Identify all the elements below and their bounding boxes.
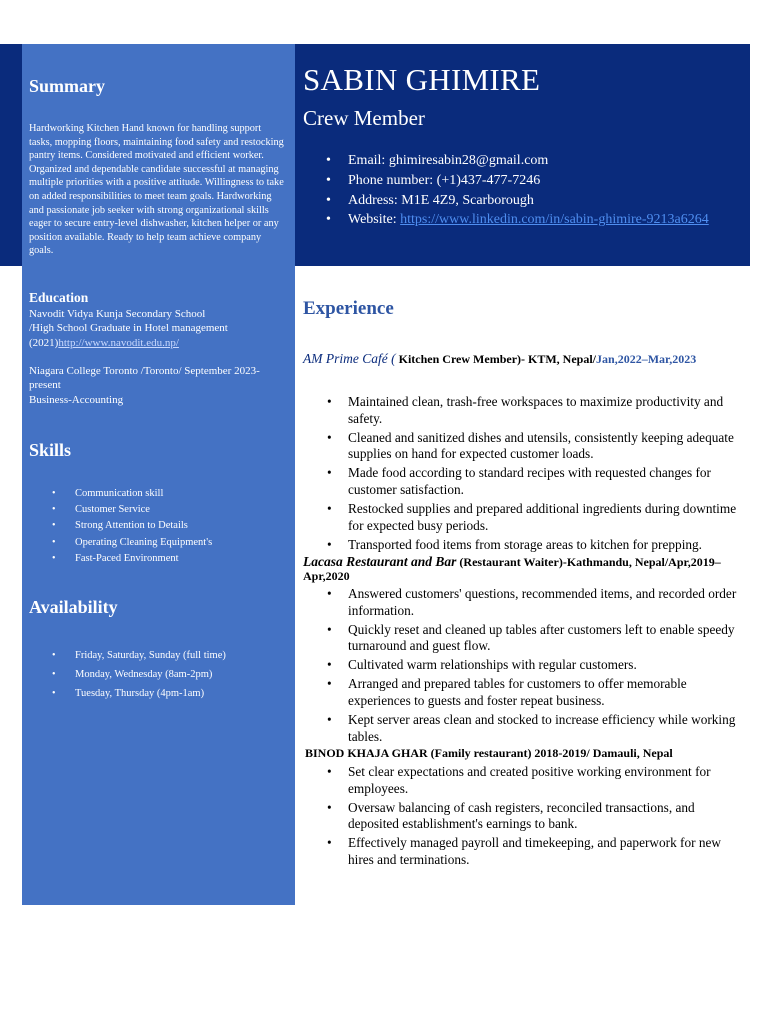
list-item: • Cleaned and sanitized dishes and utensils, consistently keeping adequate supplies on hand for expected customer loads. [348,430,743,464]
job-dates: Jan,2022–Mar,2023 [596,352,697,366]
job-details: (Restaurant Waiter)-Kathmandu, Nepal/Apr,2019–Apr,2020 [303,555,721,583]
list-item: • Effectively managed payroll and timekeeping, and paperwork for new hires and terminations. [348,835,743,869]
education-year-line [29,336,285,350]
address-value: M1E 4Z9, Scarborough [401,192,534,208]
job-3-bullets [348,764,743,871]
skills-heading: Skills [29,440,72,460]
contact-label: Address: [348,192,402,208]
education-year: (2021) [29,336,59,349]
education-entry-1 [29,307,285,350]
job-company: AM Prime Café ( [303,351,396,366]
job-title-2 [303,555,733,583]
contact-label: Website: [348,212,401,228]
education-link[interactable]: http://www.navodit.edu.np/ [58,336,179,349]
contact-website [348,210,743,230]
list-item: • Maintained clean, trash-free workspaces to maximize productivity and safety. [348,394,743,428]
education-program: Business-Accounting [29,393,124,406]
list-item: • Communication skill [75,486,212,502]
list-item: • Strong Attention to Details [75,518,212,534]
list-item: • Oversaw balancing of cash registers, reconciled transactions, and deposited establishment's earnings to bank. [348,800,743,834]
list-item: • Set clear expectations and created positive working environment for employees. [348,764,743,798]
list-item: • Monday, Wednesday (8am-2pm) [75,666,226,685]
contact-phone [348,171,743,191]
email-value: ghimiresabin28@gmail.com [388,153,549,168]
job-1-bullets [348,394,743,556]
contact-email [348,151,743,171]
summary-heading: Summary [29,76,105,96]
list-item: • Transported food items from storage areas to kitchen for prepping. [348,537,743,554]
job-title-1 [303,352,733,366]
availability-list [75,647,226,703]
list-item: • Customer Service [75,502,212,518]
job-company: Lacasa Restaurant and Bar [303,554,457,569]
summary-text: Hardworking Kitchen Hand known for handling support tasks, mopping floors, maintaining food safety and restocking pantry items. Considered motivated and efficient worker. Organized and dependable candidate successful at managing multiple priorities with a positive attitude. Willingness to take on added responsibilities to meet team goals. Hardworking and passionate job seeker with strong organizational skills eager to secure entry-level dishwasher, kitchen helper or any position available. Ready to help team achieve company goals. [29,123,284,257]
list-item: • Kept server areas clean and stocked to increase efficiency while working tables. [348,712,743,746]
website-link[interactable]: https://www.linkedin.com/in/sabin-ghimire-9213a6264 [400,212,709,228]
list-item: • Operating Cleaning Equipment's [75,535,212,551]
list-item: • Answered customers' questions, recommended items, and recorded order information. [348,586,743,620]
sidebar [22,44,295,905]
education-heading: Education [29,290,89,305]
skills-list [75,486,212,567]
list-item: • Fast-Paced Environment [75,551,212,567]
contact-label: Email: [348,153,389,168]
education-school: Navodit Vidya Kunja Secondary School [29,308,206,320]
list-item: • Quickly reset and cleaned up tables after customers left to enable speedy turnaround and guest flow. [348,622,743,656]
job-details: Kitchen Crew Member)- KTM, Nepal/ [395,352,597,366]
candidate-name: SABIN GHIMIRE [303,62,541,97]
list-item: • Cultivated warm relationships with regular customers. [348,657,743,674]
candidate-role: Crew Member [303,106,425,130]
education-entry-2 [29,364,285,407]
contact-address [348,191,743,211]
education-college: Niagara College Toronto /Toronto/ September 2023-present [29,365,260,392]
contact-label: Phone number: [348,172,437,188]
phone-value: (+1)437-477-7246 [436,172,541,188]
contact-list [348,151,743,230]
job-2-bullets [348,586,743,748]
experience-heading: Experience [303,298,394,319]
list-item: • Made food according to standard recipes with requested changes for customer satisfaction. [348,465,743,499]
availability-heading: Availability [29,597,118,617]
job-title-3: BINOD KHAJA GHAR (Family restaurant) 2018-2019/ Damauli, Nepal [305,746,673,760]
list-item: • Friday, Saturday, Sunday (full time) [75,647,226,666]
list-item: • Tuesday, Thursday (4pm-1am) [75,685,226,704]
education-detail: /High School Graduate in Hotel management [29,322,228,335]
list-item: • Arranged and prepared tables for customers to offer memorable experiences to guests and foster repeat business. [348,676,743,710]
list-item: • Restocked supplies and prepared additional ingredients during downtime for expected busy periods. [348,501,743,535]
